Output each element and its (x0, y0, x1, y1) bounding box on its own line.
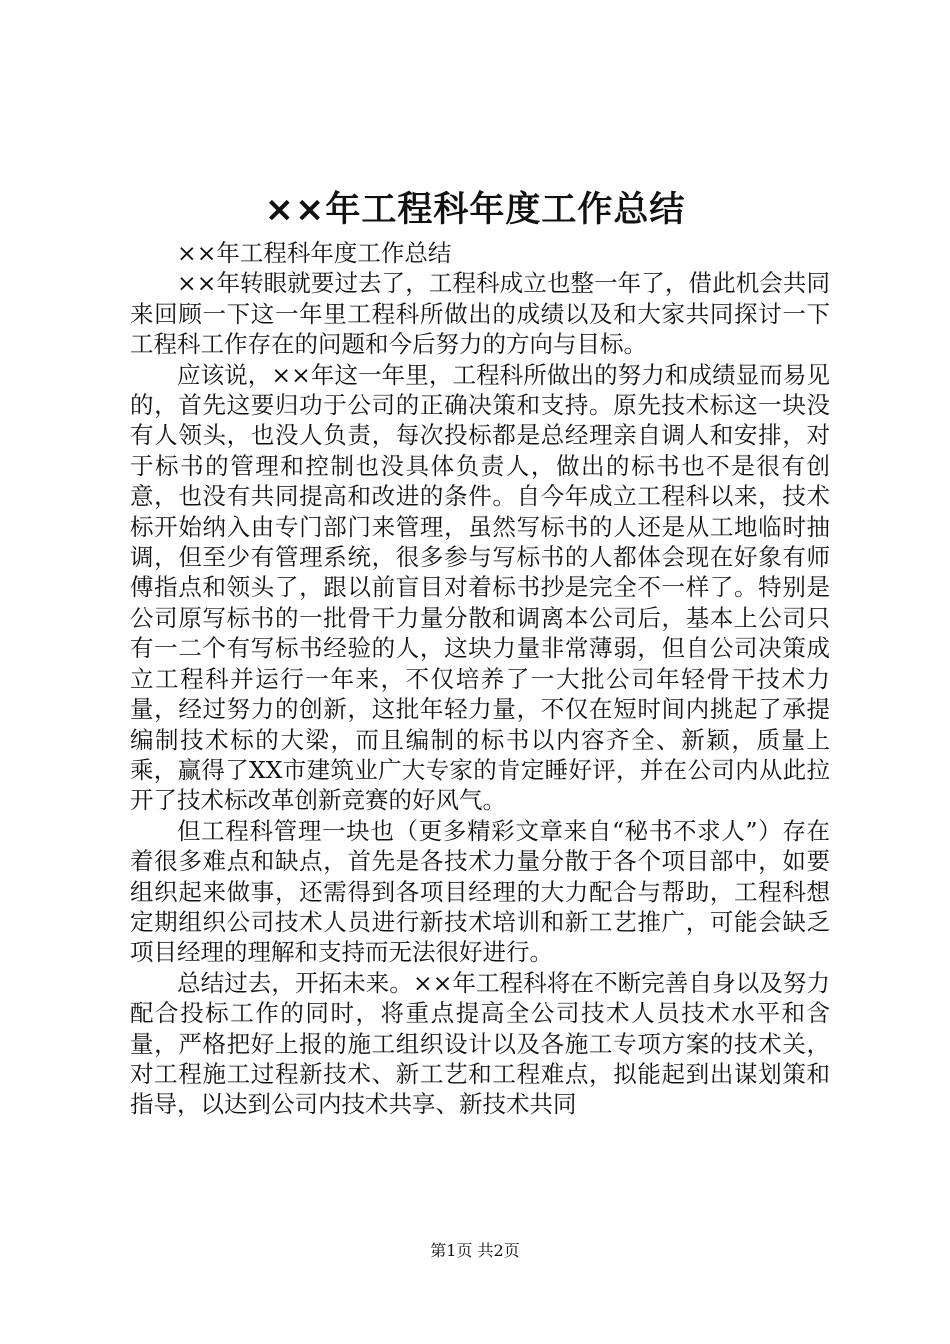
page-number-footer: 第1页 共2页 (430, 1241, 520, 1260)
paragraph-intro: ××年转眼就要过去了，工程科成立也整一年了，借此机会共同来回顾一下这一年里工程科所做出的成绩以及和大家共同探讨一下工程科工作存在的问题和今后努力的方向与目标。 (130, 269, 830, 359)
paragraph-future: 总结过去，开拓未来。××年工程科将在不断完善自身以及努力配合投标工作的同时，将重点提高全公司技术人员技术水平和含量，严格把好上报的施工组织设计以及各施工专项方案的技术关，对工程施工过程新技术、新工艺和工程难点，拟能起到出谋划策和指导，以达到公司内技术共享、新技术共同 (130, 968, 830, 1119)
paragraph-subtitle: ××年工程科年度工作总结 (177, 239, 452, 267)
document-body (130, 238, 830, 1120)
paragraph-achievements: 应该说，××年这一年里，工程科所做出的努力和成绩显而易见的，首先这要归功于公司的正确决策和支持。原先技术标这一块没有人领头，也没人负责，每次投标都是总经理亲自调人和安排，对于标书的管理和控制也没具体负责人，做出的标书也不是很有创意，也没有共同提高和改进的条件。自今年成立工程科以来，技术标开始纳入由专门部门来管理，虽然写标书的人还是从工地临时抽调，但至少有管理系统，很多参与写标书的人都体会现在好象有师傅指点和领头了，跟以前盲目对着标书抄是完全不一样了。特别是公司原写标书的一批骨干力量分散和调离本公司后，基本上公司只有一二个有写标书经验的人，这块力量非常薄弱，但自公司决策成立工程科并运行一年来，不仅培养了一大批公司年轻骨干技术力量，经过努力的创新，这批年轻力量，不仅在短时间内挑起了承提编制技术标的大梁，而且编制的标书以内容齐全、新颖，质量上乘，赢得了XX市建筑业广大专家的肯定睡好评，并在公司内从此拉开了技术标改革创新竞赛的好风气。 (130, 360, 830, 815)
paragraph-problems: 但工程科管理一块也（更多精彩文章来自“秘书不求人”）存在着很多难点和缺点，首先是各技术力量分散于各个项目部中，如要组织起来做事，还需得到各项目经理的大力配合与帮助，工程科想定期组织公司技术人员进行新技术培训和新工艺推广，可能会缺乏项目经理的理解和支持而无法很好进行。 (130, 816, 830, 967)
document-title: ××年工程科年度工作总结 (264, 190, 686, 230)
